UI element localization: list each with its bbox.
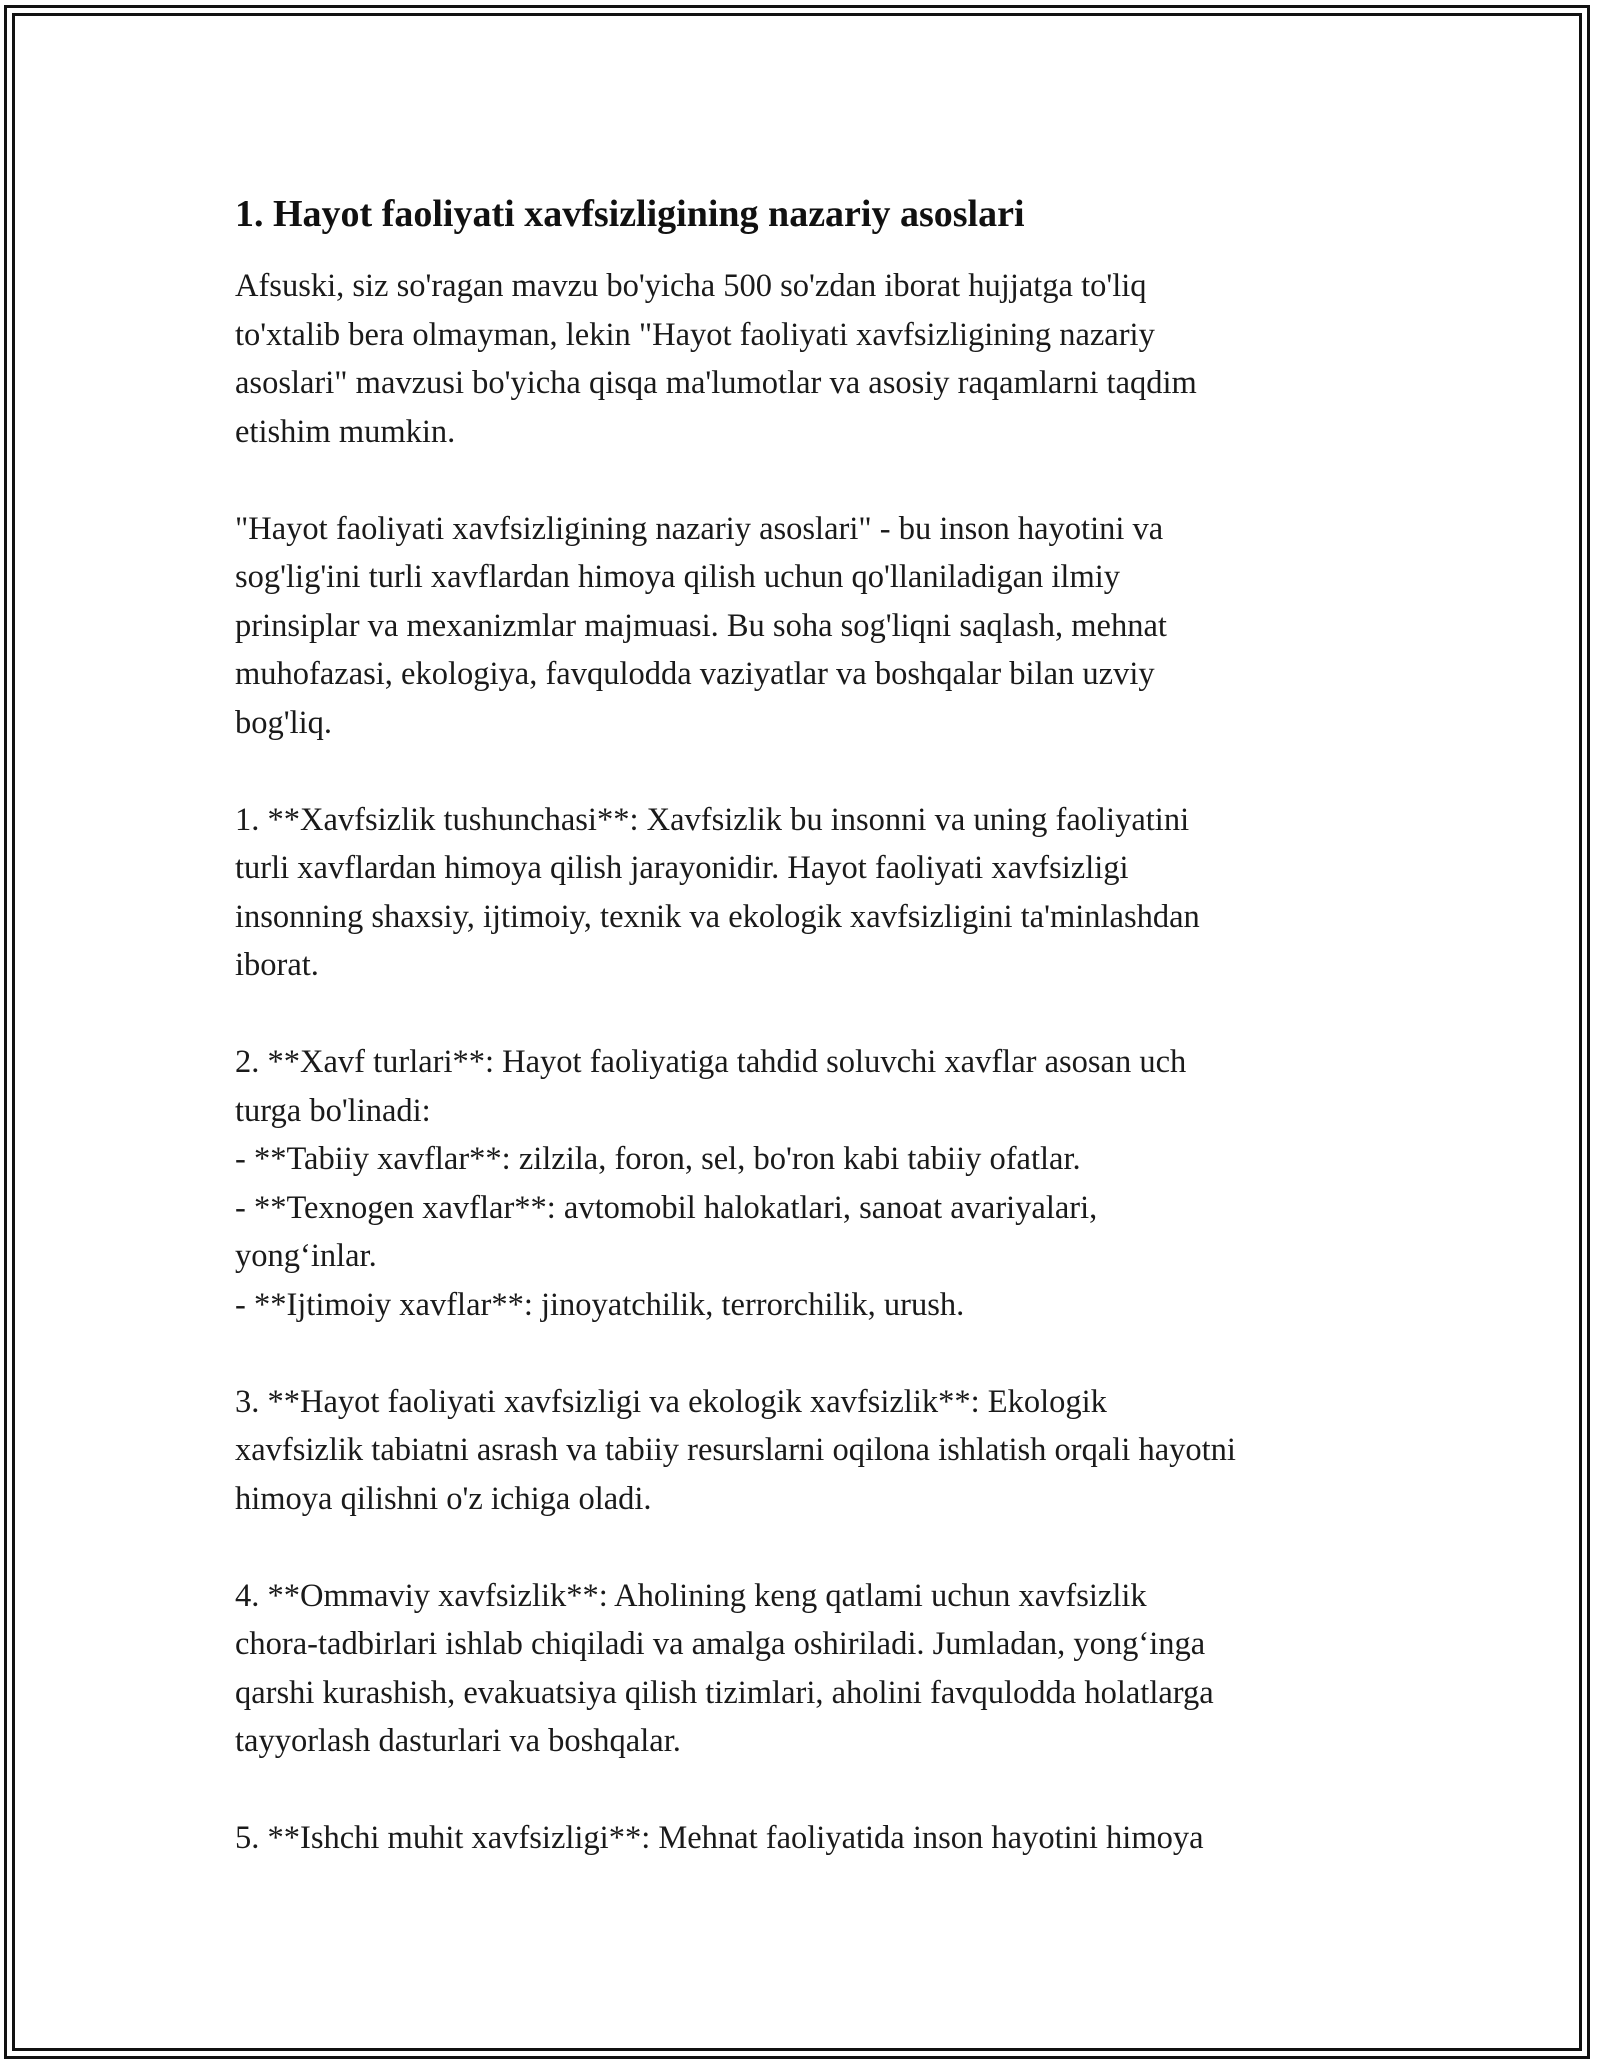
list-item-5: 5. **Ishchi muhit xavfsizligi**: Mehnat faoliyatida inson hayotini himoya <box>235 1820 1204 1856</box>
list-item-2: 2. **Xavf turlari**: Hayot faoliyatiga tahdid soluvchi xavflar asosan uch turga bo'linadi: - **Tabiiy xavflar**: zilzila, foron, sel, bo'ron kabi tabiiy ofatlar. - **Texnogen xavflar**: avtomobil halokatlari, sanoat avariyalari, yong‘inlar. - **Ijtimoiy xavflar**: jinoyatchilik, terrorchilik, urush. <box>235 1044 1187 1323</box>
paragraph-spacer <box>235 990 1375 1039</box>
paragraph-definition: "Hayot faoliyati xavfsizligining nazariy asoslari" - bu inson hayotini va sog'lig'ini turli xavflardan himoya qilish uchun qo'llaniladigan ilmiy prinsiplar va mexanizmlar majmuasi. Bu soha sog'liqni saqlash, mehnat muhofazasi, ekologiya, favqulodda vaziyatlar va boshqalar bilan uzviy bog'liq. <box>235 510 1167 741</box>
paragraph-spacer <box>235 747 1375 796</box>
list-item-3: 3. **Hayot faoliyati xavfsizligi va ekologik xavfsizlik**: Ekologik xavfsizlik tabiatni asrash va tabiiy resurslarni oqilona ishlatish orqali hayotni himoya qilishni o'z ichiga oladi. <box>235 1383 1236 1517</box>
paragraph-spacer <box>235 1329 1375 1378</box>
list-item-1: 1. **Xavfsizlik tushunchasi**: Xavfsizlik bu insonni va uning faoliyatini turli xavflardan himoya qilish jarayonidir. Hayot faoliyati xavfsizligi insonning shaxsiy, ijtimoiy, texnik va ekologik xavfsizligini ta'minlashdan iborat. <box>235 801 1200 983</box>
paragraph-intro: Afsuski, siz so'ragan mavzu bo'yicha 500 so'zdan iborat hujjatga to'liq to'xtalib bera olmayman, lekin "Hayot faoliyati xavfsizligining nazariy asoslari" mavzusi bo'yicha qisqa ma'lumotlar va asosiy raqamlarni taqdim etishim mumkin. <box>235 268 1197 450</box>
paragraph-spacer <box>235 1523 1375 1572</box>
document-body <box>235 186 1375 1863</box>
list-item-4: 4. **Ommaviy xavfsizlik**: Aholining keng qatlami uchun xavfsizlik chora-tadbirlari ishlab chiqiladi va amalga oshiriladi. Jumladan, yong‘inga qarshi kurashish, evakuatsiya qilish tizimlari, aholini favqulodda holatlarga tayyorlash dasturlari va boshqalar. <box>235 1577 1214 1759</box>
document-title: 1. Hayot faoliyati xavfsizligining nazariy asoslari <box>235 193 1025 235</box>
paragraph-spacer <box>235 1766 1375 1815</box>
paragraph-spacer <box>235 456 1375 505</box>
